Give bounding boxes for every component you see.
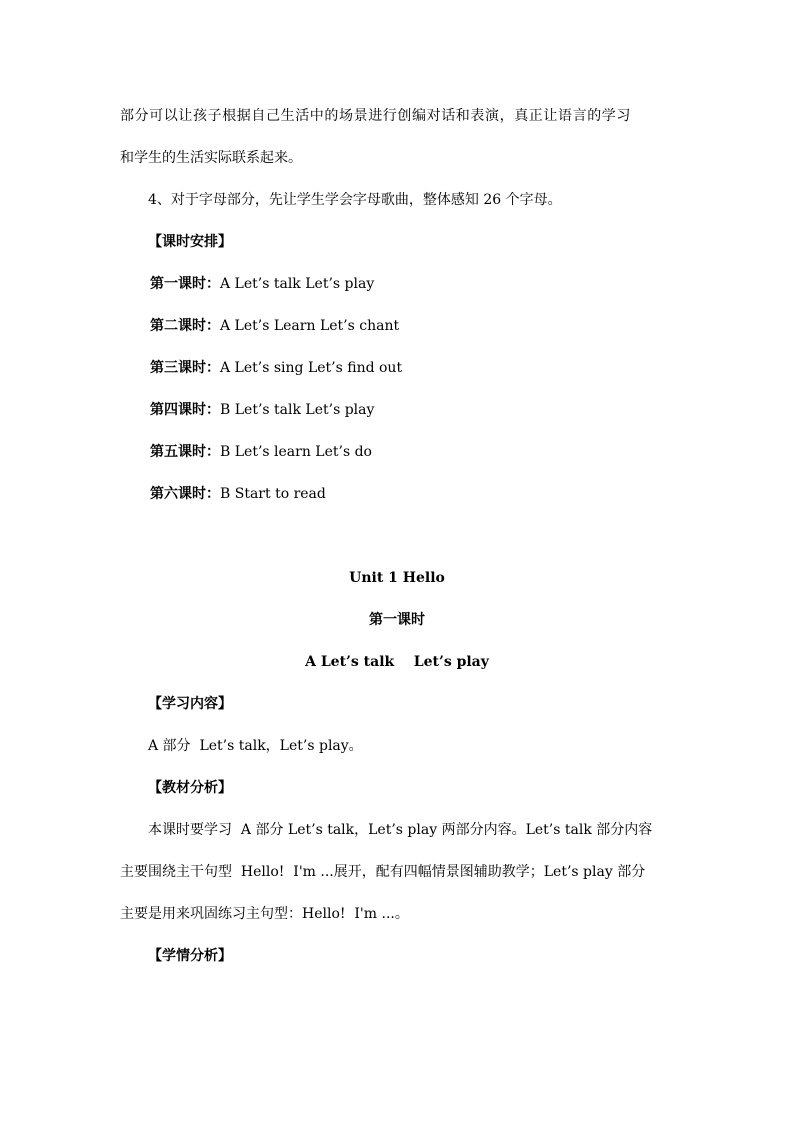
schedule-item-text: A Let’s Learn Let’s chant xyxy=(220,318,400,334)
intro-line-2: 和学生的生活实际联系起来。 xyxy=(120,150,302,166)
schedule-item-label: 第五课时： xyxy=(150,444,220,460)
schedule-item xyxy=(150,316,399,336)
schedule-heading: 【课时安排】 xyxy=(148,234,232,250)
content-heading: 【学习内容】 xyxy=(148,696,232,712)
schedule-item-label: 第四课时： xyxy=(150,402,220,418)
unit-title: Unit 1 Hello xyxy=(349,570,445,586)
schedule-item xyxy=(150,400,374,420)
intro-line-1: 部分可以让孩子根据自己生活中的场景进行创编对话和表演，真正让语言的学习 xyxy=(120,108,631,124)
schedule-item xyxy=(150,484,326,504)
schedule-item-label: 第二课时： xyxy=(150,318,220,334)
learner-heading: 【学情分析】 xyxy=(148,948,232,964)
schedule-item-text: B Let’s talk Let’s play xyxy=(220,402,375,418)
analysis-line-2: 主要围绕主干句型 Hello! I'm ...展开，配有四幅情景图辅助教学；Let’s play 部分 xyxy=(120,864,646,880)
schedule-item-text: A Let’s sing Let’s find out xyxy=(220,360,403,376)
content-text: A 部分 Let’s talk，Let’s play。 xyxy=(148,738,363,754)
schedule-item-text: B Let’s learn Let’s do xyxy=(220,444,372,460)
schedule-item-label: 第三课时： xyxy=(150,360,220,376)
schedule-item xyxy=(150,358,402,378)
schedule-item-label: 第六课时： xyxy=(150,486,220,502)
schedule-item-text: A Let’s talk Let’s play xyxy=(220,276,375,292)
analysis-line-1: 本课时要学习 A 部分 Let’s talk，Let’s play 两部分内容。Let’s talk 部分内容 xyxy=(148,822,653,838)
lesson-title: 第一课时 xyxy=(369,612,425,628)
lesson-subtitle: A Let’s talk Let’s play xyxy=(305,654,489,670)
schedule-item xyxy=(150,274,374,294)
schedule-item xyxy=(150,442,372,462)
analysis-line-3: 主要是用来巩固练习主句型：Hello! I'm ...。 xyxy=(120,906,409,922)
schedule-item-label: 第一课时： xyxy=(150,276,220,292)
intro-point-4: 4、对于字母部分，先让学生学会字母歌曲，整体感知 26 个字母。 xyxy=(148,192,562,208)
analysis-heading: 【教材分析】 xyxy=(148,780,232,796)
schedule-item-text: B Start to read xyxy=(220,486,326,502)
